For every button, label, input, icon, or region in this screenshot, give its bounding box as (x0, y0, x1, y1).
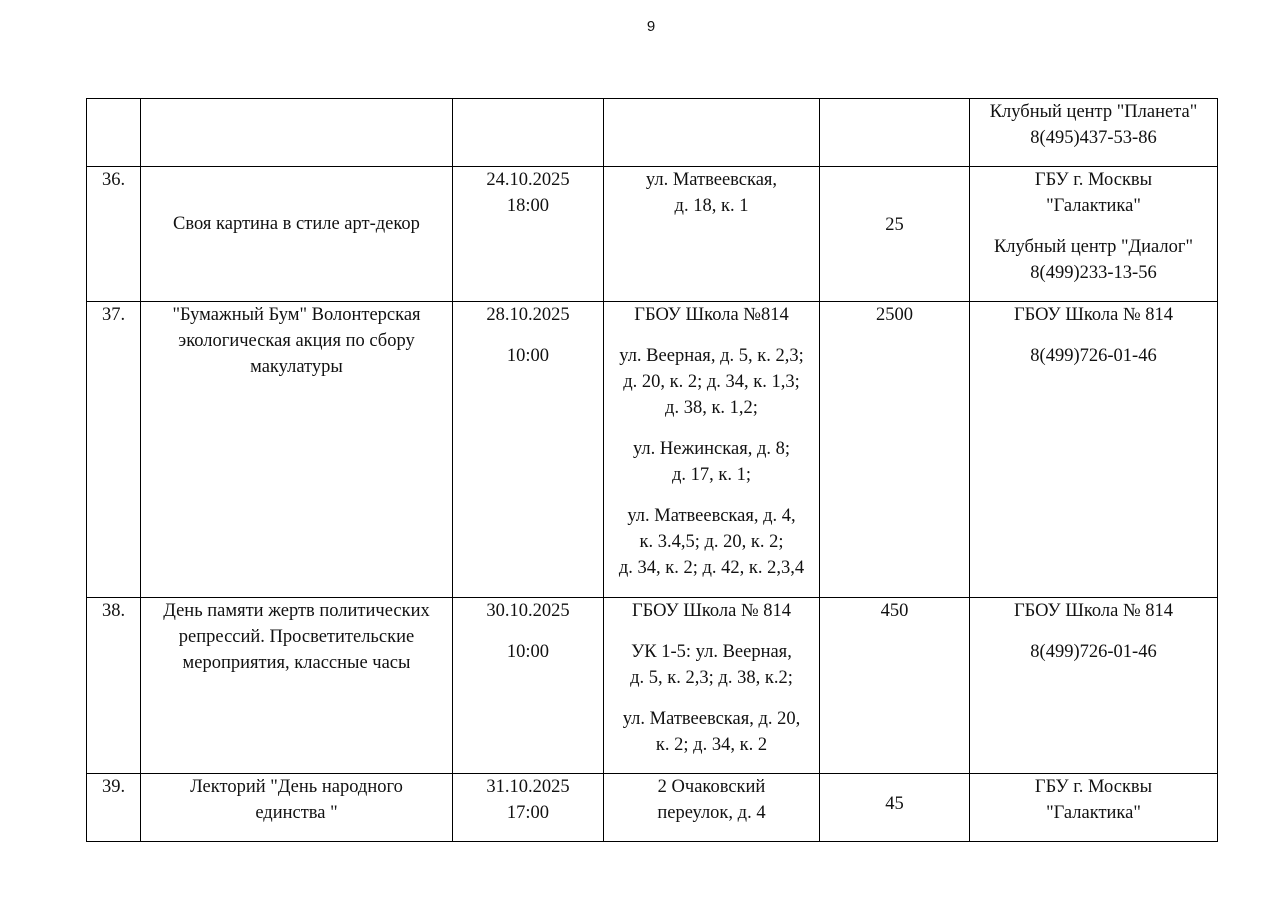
organizer-cell (970, 598, 1218, 774)
organizer-cell (970, 302, 1218, 598)
address-line: д. 34, к. 2; д. 42, к. 2,3,4 (618, 558, 805, 578)
address-line: к. 2; д. 34, к. 2 (655, 735, 768, 755)
event-cell (141, 167, 453, 302)
table-row (87, 167, 1218, 302)
participants-cell: 45 (820, 774, 970, 842)
datetime-cell (453, 302, 604, 598)
date-text: 30.10.2025 (486, 601, 570, 621)
address-line: к. 3.4,5; д. 20, к. 2; (639, 532, 784, 552)
address-cell (604, 302, 820, 598)
event-cell (141, 774, 453, 842)
organizer-cell (970, 774, 1218, 842)
address-cell (604, 774, 820, 842)
event-line: макулатуры (250, 357, 343, 377)
organizer-cell (970, 167, 1218, 302)
organizer-line: 8(495)437-53-86 (1030, 128, 1157, 148)
event-cell (141, 598, 453, 774)
events-table (86, 98, 1218, 842)
organizer-line: ГБУ г. Москвы (1034, 777, 1153, 797)
address-line: ул. Веерная, д. 5, к. 2,3; (619, 346, 804, 366)
address-line: д. 5, к. 2,3; д. 38, к.2; (630, 668, 793, 688)
address-line: д. 18, к. 1 (674, 196, 749, 216)
address-cell (604, 598, 820, 774)
date-text: 31.10.2025 (486, 777, 570, 797)
address-cell (604, 167, 820, 302)
row-number-cell (87, 99, 141, 167)
address-line: 2 Очаковский (657, 777, 766, 797)
event-line: День памяти жертв политических (163, 601, 430, 621)
datetime-cell (453, 167, 604, 302)
participants-cell: 450 (820, 598, 970, 774)
datetime-cell (453, 598, 604, 774)
time-text: 10:00 (506, 642, 550, 662)
date-text: 28.10.2025 (486, 305, 570, 325)
time-text: 18:00 (506, 196, 550, 216)
address-line: ул. Нежинская, д. 8; (632, 439, 790, 459)
event-line: экологическая акция по сбору (178, 331, 415, 351)
organizer-line: Клубный центр "Диалог" (993, 237, 1194, 257)
row-number-cell: 37. (87, 302, 141, 598)
event-line: Своя картина в стиле арт-декор (173, 214, 420, 234)
table-row (87, 774, 1218, 842)
organizer-line: ГБОУ Школа № 814 (1013, 601, 1174, 621)
address-line: ул. Матвеевская, (645, 170, 778, 190)
event-line: Лекторий "День народного (190, 777, 403, 797)
participants-cell: 25 (820, 167, 970, 302)
event-cell (141, 302, 453, 598)
address-line: УК 1-5: ул. Веерная, (631, 642, 792, 662)
table-row (87, 302, 1218, 598)
time-text: 10:00 (506, 346, 550, 366)
organizer-line: "Галактика" (1046, 196, 1141, 216)
time-text: 17:00 (506, 803, 550, 823)
organizer-line: 8(499)726-01-46 (1030, 346, 1157, 366)
table-row (87, 598, 1218, 774)
event-line: единства " (255, 803, 338, 823)
address-line: д. 38, к. 1,2; (665, 398, 758, 418)
organizer-line: ГБОУ Школа № 814 (1013, 305, 1174, 325)
organizer-line: 8(499)726-01-46 (1030, 642, 1157, 662)
event-line: мероприятия, классные часы (182, 653, 411, 673)
address-line: ГБОУ Школа №814 (634, 305, 789, 325)
address-line: ул. Матвеевская, д. 20, (622, 709, 801, 729)
address-line: д. 20, к. 2; д. 34, к. 1,3; (623, 372, 800, 392)
date-text: 24.10.2025 (486, 170, 570, 190)
address-cell (604, 99, 820, 167)
participants-cell: 2500 (820, 302, 970, 598)
organizer-cell (970, 99, 1218, 167)
event-line: "Бумажный Бум" Волонтерская (172, 305, 421, 325)
organizer-line: 8(499)233-13-56 (1030, 263, 1157, 283)
address-line: ГБОУ Школа № 814 (631, 601, 792, 621)
page-number: 9 (646, 18, 656, 35)
organizer-line: "Галактика" (1046, 803, 1141, 823)
event-cell (141, 99, 453, 167)
table-row (87, 99, 1218, 167)
address-line: переулок, д. 4 (657, 803, 766, 823)
participants-cell (820, 99, 970, 167)
row-number-cell: 36. (87, 167, 141, 302)
address-line: ул. Матвеевская, д. 4, (627, 506, 796, 526)
datetime-cell (453, 774, 604, 842)
datetime-cell (453, 99, 604, 167)
row-number-cell: 39. (87, 774, 141, 842)
organizer-line: ГБУ г. Москвы (1034, 170, 1153, 190)
organizer-line: Клубный центр "Планета" (989, 102, 1198, 122)
row-number-cell: 38. (87, 598, 141, 774)
address-line: д. 17, к. 1; (671, 465, 752, 485)
event-line: репрессий. Просветительские (178, 627, 415, 647)
